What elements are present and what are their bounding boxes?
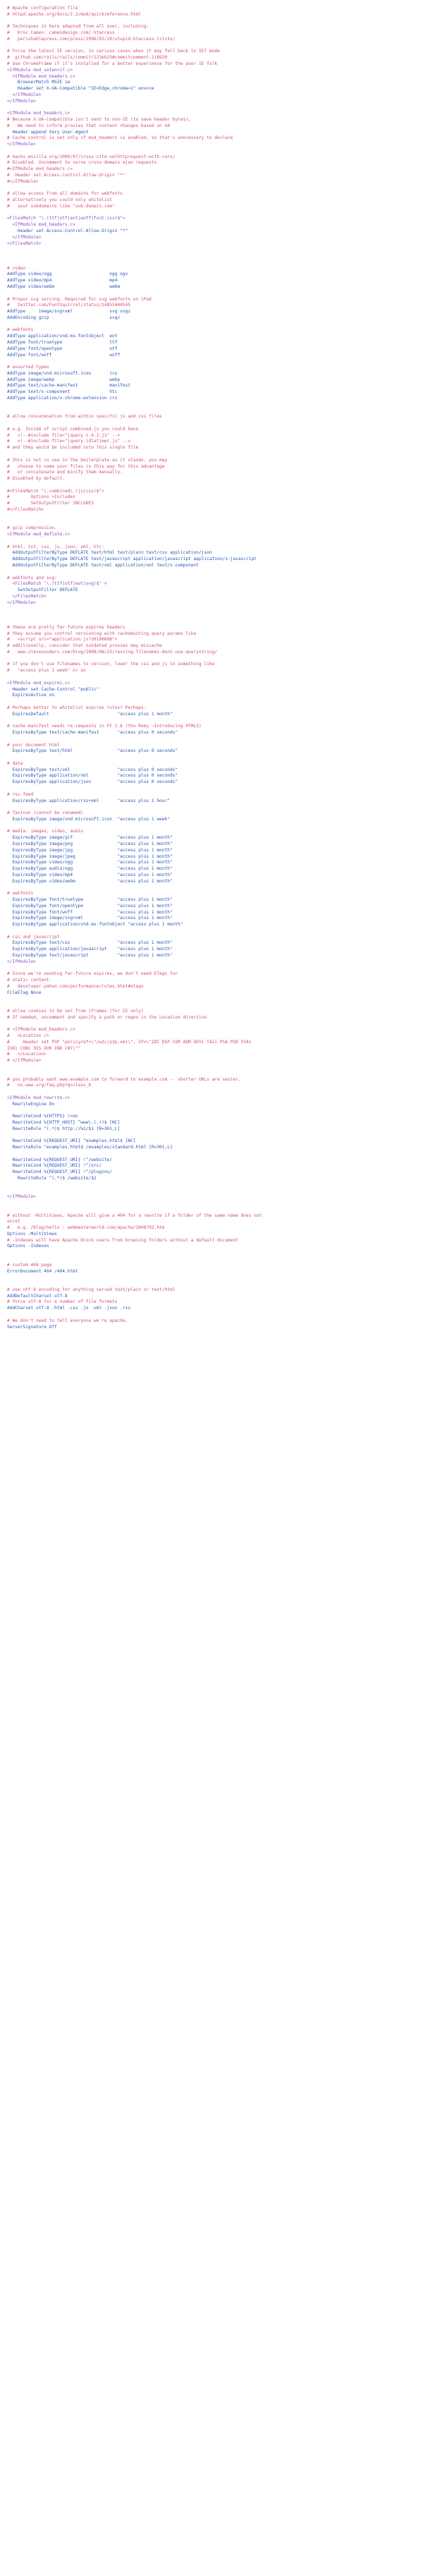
code-line xyxy=(7,291,416,297)
code-line: # Proper svg serving. Required for svg webfonts on iPad xyxy=(7,296,152,302)
code-line xyxy=(7,717,416,724)
code-line: # video xyxy=(7,265,26,271)
code-line: RewriteCond %{REQUEST_URI} !^/website/ xyxy=(7,1157,113,1162)
code-line: RewriteRule ^examples.html$ /examples/standard.html [R=301,L] xyxy=(7,1145,173,1150)
code-line xyxy=(7,966,416,972)
code-line: ExpiresByType image/jpg "access plus 1 month" xyxy=(7,847,173,853)
code-line: # Use ChromeFrame if it's installed for a better experience for the poor IE folk xyxy=(7,61,218,66)
code-line: # html, txt, css, js, json, xml, htc: xyxy=(7,544,104,549)
code-line xyxy=(7,1256,416,1263)
code-line: # without -MultiViews, Apache will give a 404 for a rewrite if a folder of the same name does not xyxy=(7,1213,262,1218)
code-line: RewriteCond %{REQUEST_URI} ^examples.html$ [NC] xyxy=(7,1138,136,1144)
code-line xyxy=(7,520,416,526)
code-line: IVDi CONi HIS OUR IND CNT\"" xyxy=(7,1045,81,1051)
code-line xyxy=(7,755,416,761)
code-line xyxy=(7,736,416,743)
code-line: <IfModule mod_headers.c> xyxy=(7,73,75,79)
code-line: AddCharset utf-8 .html .css .js .xml .json .rss xyxy=(7,1306,131,1311)
code-line: # webfonts and svg: xyxy=(7,575,57,581)
code-line: ExpiresByType font/truetype "access plus 1 month" xyxy=(7,897,173,902)
code-line: AddType font/opentype otf xyxy=(7,346,118,351)
code-line: # SetOutputFilter INCLUDES xyxy=(7,501,94,506)
code-line: # hacks.mozilla.org/2009/07/cross-site-xmlhttprequest-with-cors/ xyxy=(7,154,176,159)
code-line: <IfModule mod_setenvif.c> xyxy=(7,67,73,73)
code-line xyxy=(7,656,416,662)
code-line: ExpiresByType application/javascript "access plus 1 month" xyxy=(7,947,173,952)
code-line: ExpiresByType video/webm "access plus 1 month" xyxy=(7,878,173,884)
code-line: # Apache configuration file xyxy=(7,6,78,11)
code-line: ExpiresByType application/xml "access plus 0 seconds" xyxy=(7,773,178,779)
code-line: <IfModule mod_rewrite.c> xyxy=(7,1095,70,1100)
code-line: ExpiresByType font/woff "access plus 1 month" xyxy=(7,909,173,915)
code-line xyxy=(7,247,416,253)
code-line: </FilesMatch> xyxy=(7,593,47,599)
code-line: # Header set Access-Control-Allow-Origin "*" xyxy=(7,173,125,178)
code-line: # twitter.com/FontSquirrel/status/14855840545 xyxy=(7,303,131,308)
code-line xyxy=(7,1021,416,1028)
code-line: #<IfModule mod_headers.c> xyxy=(7,166,73,172)
code-line xyxy=(7,1182,416,1189)
code-line: ExpiresByType text/html "access plus 0 seconds" xyxy=(7,748,178,754)
code-line: Header set Cache-Control "public" xyxy=(7,686,99,692)
code-line: RewriteCond %{REQUEST_URI} !^/plugins/ xyxy=(7,1169,113,1175)
code-line: AddType font/truetype ttf xyxy=(7,340,118,346)
code-line: # Header set P3P "policyref=\"/w3c/p3p.xml\", CP=\"IDC DSP COR ADM DEVi TAIi PSA PSD IVAi xyxy=(7,1039,252,1045)
code-line: # Force the latest IE version, in various cases when it may fall back to IE7 mode xyxy=(7,49,220,54)
code-line: SetOutputFilter DEFLATE xyxy=(7,588,78,593)
code-line: # <IfModule mod_headers.c> xyxy=(7,1027,75,1033)
code-line: # gzip compression. xyxy=(7,525,57,531)
code-line: # force utf-8 for a number of file formats xyxy=(7,1299,118,1305)
code-line: #<FilesMatch "\.combined\.(js|css)$"> xyxy=(7,488,104,494)
code-line: # </Location> xyxy=(7,1052,47,1057)
code-line: # rss feed xyxy=(7,791,34,797)
code-line: BrowserMatch MSIE ie xyxy=(7,80,70,85)
code-line: ExpiresByType text/css "access plus 1 month" xyxy=(7,940,173,946)
code-line: # favicon (cannot be renamed) xyxy=(7,810,84,816)
code-line: # <Location /> xyxy=(7,1033,49,1039)
code-line xyxy=(7,1281,416,1287)
code-line xyxy=(7,885,416,891)
code-line: RewriteRule ^(.*)$ http://%1/$1 [R=301,L] xyxy=(7,1126,121,1131)
code-line: <IfModule mod_headers.c> xyxy=(7,222,75,228)
code-line: # Since we're sending far-future expires, we don't need ETags for xyxy=(7,971,178,977)
code-line: # assorted types xyxy=(7,365,49,370)
code-line xyxy=(7,1250,416,1256)
code-line: AddType application/vnd.ms-fontobject eot xyxy=(7,334,118,339)
code-line: AddType video/webm webm xyxy=(7,284,121,290)
code-line xyxy=(7,1089,416,1095)
code-line: AddEncoding gzip svgz xyxy=(7,315,121,320)
code-line xyxy=(7,1189,416,1195)
code-line xyxy=(7,786,416,792)
code-line: Header set X-UA-Compatible "IE=Edge,chrome=1" env=ie xyxy=(7,86,154,92)
code-line xyxy=(7,1201,416,1207)
code-line: AddOutputFilterByType DEFLATE text/xml application/xml text/x-component xyxy=(7,563,199,568)
code-line: <FilesMatch "\.(ttf|otf|eot|svg)$" > xyxy=(7,581,107,587)
code-line: # your subdomains like "sub.domain.com" xyxy=(7,203,115,209)
code-line: # use utf-8 encoding for anything served text/plain or text/html xyxy=(7,1287,176,1292)
code-line: # We don't need to tell everyone we're apache. xyxy=(7,1318,128,1323)
code-line: ExpiresByType text/xml "access plus 0 seconds" xyxy=(7,767,178,772)
code-line: #</IfModule> xyxy=(7,178,39,184)
code-line: # If needed, uncomment and specify a path or regex in the Location directive xyxy=(7,1014,207,1020)
code-line: ExpiresByType text/javascript "access plus 1 month" xyxy=(7,952,173,958)
code-line: # choose to name your files in this way for this advantage xyxy=(7,463,165,469)
code-line: # webfonts xyxy=(7,327,34,333)
code-line: ExpiresByType image/jpeg "access plus 1 month" xyxy=(7,853,173,859)
code-line xyxy=(7,482,416,489)
code-line: # -Indexes will have Apache block users from browsing folders without a default document xyxy=(7,1237,238,1243)
code-line: AddType image/svg+xml svg svgz xyxy=(7,309,131,315)
code-line xyxy=(7,1275,416,1281)
code-line: # these are pretty far-future expires headers xyxy=(7,624,125,630)
code-line: # Because X-UA-Compatible isn't sent to non-IE (to save header bytes), xyxy=(7,117,191,123)
code-line xyxy=(7,823,416,830)
code-line xyxy=(7,451,416,458)
code-line xyxy=(7,1207,416,1213)
code-line: ExpiresByType image/png "access plus 1 month" xyxy=(7,841,173,846)
code-line: AddType font/woff woff xyxy=(7,352,121,358)
code-line xyxy=(7,402,416,408)
code-line xyxy=(7,699,416,705)
code-line: </IfModule> xyxy=(7,600,36,605)
code-line xyxy=(7,928,416,935)
code-line: FileETag None xyxy=(7,990,42,995)
code-line: # Kroc Camen: camendesign.com/.htaccess xyxy=(7,30,115,36)
code-line xyxy=(7,569,416,576)
code-line: # httpd.apache.org/docs/2.2/mod/quickreference.html xyxy=(7,11,141,17)
code-line: # or concatenate and minify them manually. xyxy=(7,470,123,475)
code-line: # and they would be included into this single file xyxy=(7,445,139,451)
code-line: # Cache control is set only if mod_headers is enabled, so that's unncessary to declare xyxy=(7,135,233,141)
code-line: # developer.yahoo.com/performance/rules.html#etags xyxy=(7,983,144,989)
code-line: # Disabled by default. xyxy=(7,476,65,482)
code-line: ExpiresByType application/rss+xml "access plus 1 hour" xyxy=(7,798,170,803)
code-line: exist xyxy=(7,1219,20,1225)
code-line: #</FilesMatch> xyxy=(7,507,44,513)
code-line: # media: images, video, audio xyxy=(7,829,84,834)
code-line: ExpiresByType image/gif "access plus 1 month" xyxy=(7,835,173,841)
code-line: Options -Indexes xyxy=(7,1244,49,1249)
code-line: # alternatively you could only whitelist xyxy=(7,198,113,203)
code-line: </IfModule> xyxy=(7,92,42,97)
code-line: Header set Access-Control-Allow-Origin "*" xyxy=(7,229,128,234)
code-line: AddDefaultCharset utf-8 xyxy=(7,1293,68,1299)
code-line: ExpiresByType application/json "access plus 0 seconds" xyxy=(7,779,178,785)
code-line: AddOutputFilterByType DEFLATE text/html text/plain text/css application/json xyxy=(7,550,212,556)
code-line: AddType image/vnd.microsoft.icon ico xyxy=(7,370,118,376)
code-line: RewriteCond %{HTTP_HOST} ^www\.(.+)$ [NC] xyxy=(7,1119,121,1125)
code-line xyxy=(7,358,416,365)
code-line: # you probably want www.example.com to forward to example.com -- shorter URLs are sexier. xyxy=(7,1076,241,1082)
code-line: AddOutputFilterByType DEFLATE text/javascript application/javascript application/x-javascript xyxy=(7,557,257,562)
code-line xyxy=(7,514,416,520)
code-line: ServerSignature Off xyxy=(7,1324,57,1330)
code-line: RewriteCond %{REQUEST_URI} !^/src/ xyxy=(7,1163,102,1169)
code-line xyxy=(7,420,416,427)
code-line: ExpiresByType video/mp4 "access plus 1 month" xyxy=(7,872,173,877)
code-line: # e.g. Inside of script.combined.js you could have xyxy=(7,426,139,432)
code-line: RewriteCond %{HTTPS} !=on xyxy=(7,1114,78,1119)
code-line xyxy=(7,1133,416,1139)
code-line xyxy=(7,674,416,681)
code-line: # Options +Includes xyxy=(7,494,75,500)
code-line: # Techniques in here adapted from all over, including: xyxy=(7,24,149,30)
code-line xyxy=(7,612,416,619)
code-line: ErrorDocument 404 /404.html xyxy=(7,1268,78,1274)
code-line: ExpiresByType video/ogg "access plus 1 month" xyxy=(7,860,173,865)
code-line xyxy=(7,322,416,328)
code-line: ExpiresByType application/vnd.ms-fontobject "access plus 1 month" xyxy=(7,922,183,928)
code-line: AddType application/x-chrome-extension crx xyxy=(7,396,118,401)
code-line: <IfModule mod_expires.c> xyxy=(7,680,70,686)
code-line xyxy=(7,253,416,260)
code-line: </IfModule> xyxy=(7,98,36,104)
code-line xyxy=(7,18,416,25)
code-line: ExpiresByType image/svg+xml "access plus 1 month" xyxy=(7,916,173,921)
code-line: # static content. xyxy=(7,978,52,983)
code-line: ExpiresActive on xyxy=(7,693,55,698)
code-line: # this is not in use in the boilerplate as it stands. you may xyxy=(7,457,168,463)
code-line: # additionally, consider that outdated proxies may miscache xyxy=(7,643,162,649)
code-line: # your document html xyxy=(7,742,60,748)
code-line: </IfModule> xyxy=(7,142,36,147)
code-line xyxy=(7,1064,416,1071)
code-line: # www.stevesouders.com/blog/2008/08/23/revving-filenames-dont-use-querystring/ xyxy=(7,649,218,655)
code-line: <IfModule mod_deflate.c> xyxy=(7,532,70,537)
code-line xyxy=(7,1107,416,1114)
code-line: # Disabled. Uncomment to serve cross-domain ajax requests xyxy=(7,160,157,166)
code-line: # data xyxy=(7,760,23,766)
code-line: ExpiresByType font/opentype "access plus 1 month" xyxy=(7,903,173,909)
code-line xyxy=(7,996,416,1002)
code-line: # <script src="application.js?20100608"> xyxy=(7,637,118,643)
code-line xyxy=(7,1071,416,1077)
code-line: # We need to inform proxies that content changes based on UA xyxy=(7,123,170,128)
code-line: RewriteRule ^(.*)$ /website/$1 xyxy=(7,1175,97,1181)
code-line: RewriteEngine On xyxy=(7,1101,55,1107)
code-line xyxy=(7,260,416,266)
code-line: AddType text/x-component htc xyxy=(7,389,118,395)
code-line: # e.g. /blog/hello : webmasterworld.com/apache/3808792.htm xyxy=(7,1225,165,1231)
code-line: # perishablepress.com/press/2006/01/10/stupid-htaccess-tricks/ xyxy=(7,36,176,42)
code-line: # github.com/rails/rails/commit/123eb25#commitcomment-118920 xyxy=(7,55,168,61)
code-line: # if you don't use filenames to version, lower the css and js to something like xyxy=(7,662,215,667)
code-line: # "access plus 1 week" or so xyxy=(7,668,86,674)
code-line: # css and javascript xyxy=(7,934,60,940)
code-line: ExpiresDefault "access plus 1 month" xyxy=(7,711,173,717)
code-line: # Perhaps better to whitelist expires rules? Perhaps. xyxy=(7,705,147,710)
code-line: AddType text/cache-manifest manifest xyxy=(7,383,131,389)
code-line: # </IfModule> xyxy=(7,1058,42,1064)
code-line: # they assume you control versioning with cachebusting query params like xyxy=(7,631,197,636)
code-line: </IfModule> xyxy=(7,234,42,240)
code-line: # <!--#include file="jquery.idletimer.js" --> xyxy=(7,439,131,444)
code-line: # cache.manifest needs re-requests in FF 3.6 (thx Remy ~Introducing HTML5) xyxy=(7,724,202,729)
code-line: ExpiresByType text/cache-manifest "access plus 0 seconds" xyxy=(7,729,178,735)
code-line: # no-www.org/faq.php?q=class_b xyxy=(7,1083,92,1088)
code-line: ExpiresByType audio/ogg "access plus 1 month" xyxy=(7,866,173,872)
code-line: </FilesMatch> xyxy=(7,241,42,246)
code-line xyxy=(7,104,416,111)
code-line xyxy=(7,408,416,415)
code-line xyxy=(7,1312,416,1318)
code-line: ExpiresByType image/vnd.microsoft.icon "access plus 1 week" xyxy=(7,816,170,822)
code-line: # custom 404 page xyxy=(7,1262,52,1268)
code-line: AddType image/webp webp xyxy=(7,377,121,382)
code-line xyxy=(7,210,416,217)
code-line: Header append Vary User-Agent xyxy=(7,129,89,135)
code-line xyxy=(7,186,416,192)
code-line xyxy=(7,804,416,810)
code-line xyxy=(7,619,416,625)
code-line: </IfModule> xyxy=(7,1194,36,1200)
code-line xyxy=(7,148,416,154)
code-line: <IfModule mod_headers.c> xyxy=(7,111,70,116)
code-line: # allow concatenation from within specific js and css files xyxy=(7,414,162,420)
code-line: AddType video/mp4 mp4 xyxy=(7,278,118,284)
code-line: # allow access from all domains for webfonts xyxy=(7,191,123,197)
code-line xyxy=(7,1151,416,1158)
code-line xyxy=(7,606,416,612)
code-line: # webfonts xyxy=(7,891,34,897)
code-line: # <!--#include file="jquery-1.4.2.js" --> xyxy=(7,432,121,438)
code-line xyxy=(7,43,416,49)
code-line: </IfModule> xyxy=(7,959,36,964)
code-line: Options -MultiViews xyxy=(7,1231,57,1237)
code-line xyxy=(7,1002,416,1009)
code-line: # allow cookies to be set from iframes (for IE only) xyxy=(7,1008,144,1014)
code-line xyxy=(7,538,416,545)
code-line: <FilesMatch "\.(ttf|otf|eot|woff|font.css)$"> xyxy=(7,216,125,221)
code-line: AddType video/ogg ogg ogv xyxy=(7,272,128,277)
